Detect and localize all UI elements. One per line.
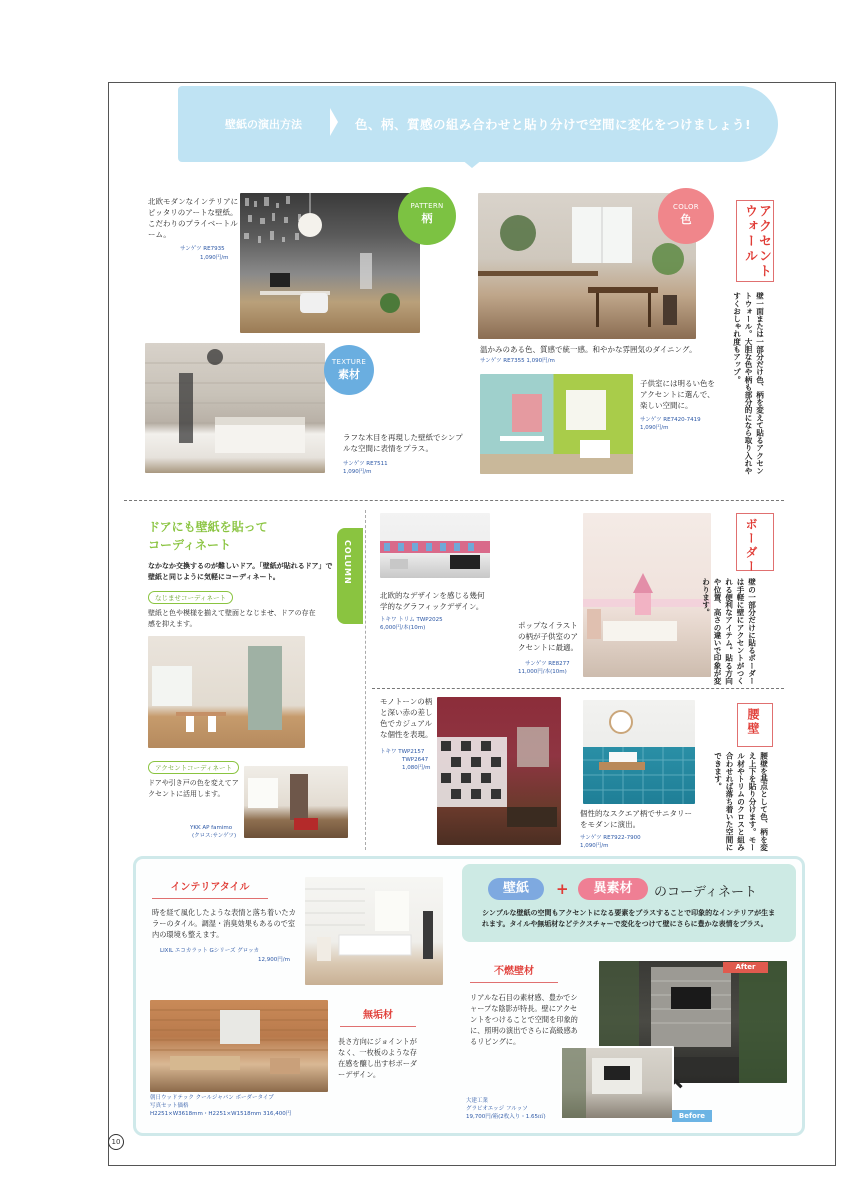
graphic-text: 北欧的なデザインを感じる幾何学的なグラフィックデザイン。 <box>380 591 485 611</box>
funen-maker: 大建工業 <box>466 1098 489 1104</box>
graphic-trim-photo <box>380 513 490 578</box>
kids-maker: サンゲツ RE7420-7419 <box>640 417 701 423</box>
banner-notch <box>450 150 494 168</box>
color-badge-en: COLOR <box>673 203 699 211</box>
column-pill-2: アクセントコーディネート <box>148 761 239 774</box>
texture-badge-en: TEXTURE <box>331 358 367 366</box>
section-divider-2 <box>372 688 784 689</box>
arrow-up-left-icon: ⬉ <box>672 1076 684 1092</box>
tile-price: 12,900円/m <box>258 957 290 963</box>
coordinate-suffix: のコーディネート <box>654 885 757 900</box>
kids-price: 1,090円/m <box>640 425 669 431</box>
funen-title: 不燃壁材 <box>470 962 558 983</box>
section-divider <box>124 500 784 501</box>
column-pill-1-text: 壁紙と色や模様を揃えて壁面となじませ、ドアの存在感を抑えます。 <box>148 609 316 628</box>
column-door-photo-2 <box>244 766 348 838</box>
color-text: 温かみのある色、質感で統一感。和やかな雰囲気のダイニング。 <box>480 345 697 354</box>
funen-price: 19,700円/箱(2枚入り・1.65㎡) <box>466 1114 546 1120</box>
column-title-line2: コーディネート <box>148 538 232 552</box>
before-label: Before <box>672 1110 712 1122</box>
mono-maker: トキワ TWP2157 <box>380 749 425 755</box>
tile-title: インテリアタイル <box>152 878 268 899</box>
texture-badge <box>324 345 374 395</box>
muku-maker: 朝日ウッドテック クールジャパン ボーダータイプ <box>150 1095 274 1101</box>
muku-size-price: H2251×W3618mm・H2251×W1518mm 316,400円 <box>150 1111 292 1117</box>
pop-maker: サンゲツ RE8277 <box>525 661 570 667</box>
graphic-maker: トキワ トリム TWP2025 <box>380 617 443 623</box>
coordinate-word-2: 異素材 <box>578 878 648 900</box>
column-credit-2: (クロス:サンゲツ) <box>192 833 237 839</box>
column-tag-label: COLUMN <box>343 540 352 585</box>
column-intro: なかなか交換するのが難しいドア。「壁紙が貼れるドア」で壁紙と同じように気軽にコーディネート。 <box>148 562 333 581</box>
funen-before-photo <box>560 1046 674 1120</box>
pop-text: ポップなイラストの柄が子供室のアクセントに最適。 <box>518 621 578 652</box>
coordinate-text: シンプルな壁紙の空間もアクセントになる要素をプラスすることで印象的なインテリアが生まれます。タイルや無垢材などテクスチャーで変化をつけて壁にさらに豊かな表情をプラス。 <box>482 909 776 928</box>
texture-price: 1,090円/m <box>343 469 372 475</box>
pattern-badge <box>398 187 456 245</box>
border-title: ボーダー <box>744 518 758 574</box>
funen-product: グラビオエッジ フルッソ <box>466 1106 528 1112</box>
border-text: 壁の一部分だけに貼るボーダーは手軽に壁にアクセントがつくれる便利なアイテム。貼る方向や位置、高さの違いで印象が変わります。 <box>701 578 757 685</box>
accent-wall-text: 壁一面または一部分だけ色、柄を変えて貼るアクセントウォール。大胆な色や柄も部分的になら取り入れやすくおしゃれ度もアップ。 <box>732 292 765 475</box>
color-badge-jp: 色 <box>680 213 692 226</box>
texture-badge-jp: 素材 <box>338 368 360 381</box>
banner-lead: 壁紙の演出方法 <box>225 118 302 131</box>
column-credit-1: YKK AP famimo <box>190 825 233 831</box>
pattern-room-photo <box>240 193 420 333</box>
page-number: 10 <box>108 1134 124 1150</box>
square-maker: サンゲツ RE7922-7900 <box>580 835 641 841</box>
column-pill-1: なじませコーディネート <box>148 591 233 604</box>
mono-room-photo <box>437 697 561 845</box>
texture-maker: サンゲツ RE7511 <box>343 461 388 467</box>
square-text: 個性的なスクエア柄でサニタリーをモダンに演出。 <box>580 809 693 829</box>
kids-room-photo <box>480 374 633 474</box>
column-title-line1: ドアにも壁紙を貼って <box>148 520 268 534</box>
funen-text: リアルな石目の素材感、豊かでシャープな陰影が特長。壁にアクセントをつけることで空間を印象的に、照明の演出でさらに高級感あるリビングに。 <box>470 993 578 1046</box>
muku-title: 無垢材 <box>340 1006 416 1027</box>
pattern-maker: サンゲツ RE7935 <box>180 246 225 252</box>
muku-set-price-label: 写真セット価格 <box>150 1103 189 1109</box>
muku-room-photo <box>150 1000 328 1092</box>
square-sanitary-photo <box>583 700 695 804</box>
pattern-badge-en: PATTERN <box>410 202 444 210</box>
mono-text: モノトーンの柄と深い赤の差し色でカジュアルな個性を表現。 <box>380 697 433 739</box>
pop-kids-photo <box>583 513 711 677</box>
coordinate-word-1: 壁紙 <box>488 878 544 900</box>
banner-title: 色、柄、質感の組み合わせと貼り分けで空間に変化をつけましょう! <box>355 117 752 132</box>
pattern-price: 1,090円/m <box>200 255 229 261</box>
mono-price: 1,080円/m <box>402 765 431 771</box>
after-label: After <box>723 962 768 973</box>
tile-text: 時を経て風化したような表情と落ち着いたカラーのタイル。調湿・消臭効果もあるので室内の環境も整えます。 <box>152 908 296 939</box>
pattern-text: 北欧モダンなインテリアにピッタリのアートな壁紙。こだわりのプライベートルーム。 <box>148 197 239 239</box>
kids-text: 子供室には明るい色をアクセントに選んで、楽しい空間に。 <box>640 379 715 410</box>
mono-maker-2: TWP2647 <box>402 757 429 763</box>
color-maker-price: サンゲツ RE7355 1,090円/m <box>480 358 555 364</box>
color-badge <box>658 188 714 244</box>
texture-text: ラフな木目を再現した壁紙でシンプルな空間に表情をプラス。 <box>343 433 463 453</box>
koshikabe-text: 腰壁を基点として色、柄を変え上下を貼り分けます。モール材やトリムのクロスと組み合わせれば落ち着いた空間にできます。 <box>713 752 769 851</box>
muku-text: 長さ方向にジョイントがなく、一枚板のような存在感を醸し出す杉ボーダーデザイン。 <box>338 1037 418 1079</box>
graphic-price: 6,000円/本(10m) <box>380 625 426 631</box>
column-divider <box>365 510 366 850</box>
pop-price: 11,000円/本(10m) <box>518 669 567 675</box>
pattern-badge-jp: 柄 <box>421 212 433 225</box>
koshikabe-title: 腰壁 <box>746 708 760 736</box>
tile-maker: LIXIL エコカラット Gシリーズ グロッカ <box>160 948 260 954</box>
coordinate-header-panel <box>462 864 796 942</box>
tile-bedroom-photo <box>305 877 443 985</box>
texture-room-photo <box>145 343 325 473</box>
coordinate-plus: + <box>556 880 569 898</box>
accent-wall-title: アクセントウォール <box>742 204 771 279</box>
column-pill-2-text: ドアや引き戸の色を変えてアクセントに活用します。 <box>148 779 239 798</box>
chevron-right-icon <box>330 108 338 136</box>
square-price: 1,090円/m <box>580 843 609 849</box>
column-door-photo-1 <box>148 636 305 748</box>
